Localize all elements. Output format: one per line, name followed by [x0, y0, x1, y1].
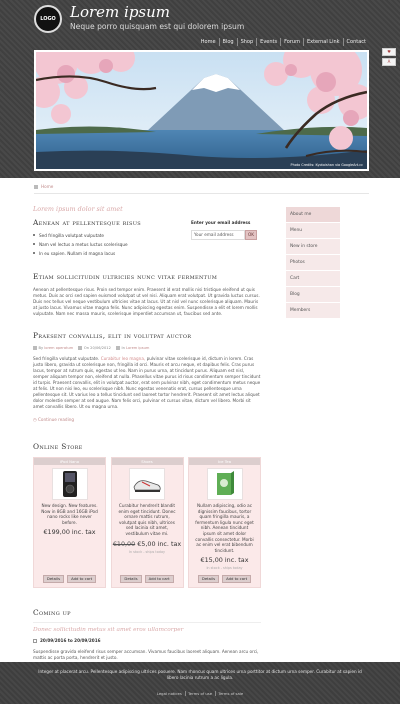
folder-icon [116, 346, 120, 350]
main-content [33, 205, 261, 661]
nav-external-link[interactable]: External Link [303, 38, 343, 46]
product-image-ipod[interactable] [52, 468, 88, 500]
footer-link-terms-of-sale[interactable]: Terms of sale [215, 691, 245, 696]
post-date: On 20/06/2012 [83, 346, 111, 350]
photo-credit: Photo Credits: Kyotoishan via GoogleArt.cc [290, 163, 363, 167]
nav-contact[interactable]: Contact [343, 38, 369, 46]
store-title: Online Store [33, 442, 83, 451]
footer-link-terms-of-use[interactable]: Terms of use [185, 691, 214, 696]
email-submit-button[interactable]: OK [245, 230, 257, 240]
post-title[interactable]: Praesent convallis, elit in volutpat auctor [33, 331, 192, 340]
product-sale-price: €5,00 inc. tax [137, 539, 182, 548]
continue-reading-label: Continue reading [38, 417, 75, 422]
nav-blog[interactable]: Blog [219, 38, 237, 46]
translate-icon[interactable]: A [382, 58, 396, 66]
product-price: €15,00 inc. tax [200, 556, 249, 565]
page-title: Lorem ipsum dolor sit amet [33, 205, 123, 213]
site-header [0, 0, 400, 178]
product-card [111, 457, 184, 588]
post-meta [33, 346, 261, 350]
top-navigation [198, 38, 369, 46]
nav-forum[interactable]: Forum [280, 38, 303, 46]
post-text [33, 356, 261, 410]
details-button[interactable]: Details [120, 575, 141, 583]
product-category: Shoes [112, 458, 183, 465]
nav-home[interactable]: Home [200, 39, 216, 45]
coming-up-title: Coming up [33, 608, 71, 617]
breadcrumb [34, 184, 369, 194]
article-text: Aenean at pellentesque risus. Proin sed tempor enim. Praesent id erat mollis nisi tristique eleifend ut quis metus. Duis ac orci sed sapien euismod volutpat ut vel nisi. Aliquam erat volutpat. Ut gravida luctus cursus. Duis nec tellus vel neque vestibulum ultricies vitae at lacus. Ut at nisl vel nunc scelerisque aliquam. Mauris at justo lacus. Vivamus vitae magna felis. Nunc adipiscing egestas enim. Suspendisse a elit et lorem mollis vulputate. Nam nec massa mauris, scelerisque imperdiet accumsan ut, faucibus sed ante. [33, 287, 260, 316]
product-description: Nullam adipiscing, odio ac dignissim faucibus, tortor quam fringilla mauris, a fermentum ligula nunc eget nibh. Aenean tincidunt ipsum sit amet dolor convallis consectetur. Morbi ac enim vel erat bibendum tincidunt. [195, 503, 254, 553]
site-logo[interactable] [34, 5, 62, 33]
site-title[interactable]: Lorem ipsum [70, 3, 171, 21]
sidebar-item-photos[interactable]: Photos [286, 255, 340, 271]
list-item: Nam vel lectus a metus luctus scelerisque [33, 242, 141, 247]
nav-shop[interactable]: Shop [237, 38, 257, 46]
stock-note: In stock - ships today [206, 566, 243, 571]
meta-by: By [38, 346, 44, 350]
intro-row [33, 218, 261, 260]
header-banner-image [34, 50, 369, 171]
product-old-price: €10,00 [112, 539, 136, 548]
product-category: Ice Tea [189, 458, 260, 465]
sidebar-item-members[interactable]: Members [286, 303, 340, 319]
post-text-a: Sed fringilla volutpat vulputate. [33, 356, 100, 361]
add-to-cart-button[interactable]: Add to cart [145, 575, 174, 583]
bullet-list [33, 233, 141, 256]
product-price [112, 540, 183, 548]
product-description: New design. New features. Now in 8GB and 16GB iPod nano rocks like never before. [41, 503, 98, 525]
section-title: Aenean at pellentesque risus [33, 218, 141, 227]
post-author-link[interactable]: lorem operatum [44, 346, 74, 350]
event-description: Suspendisse gravida eleifend risus semper accumsan. Vivamus faucibus laoreet aliquam. Aenean arcu orci, mattis ac porta porta, hendrerit et justo. [33, 649, 259, 660]
footer-links [0, 691, 400, 696]
event-date-text: 20/09/2016 to 20/09/2016 [40, 638, 101, 643]
newsletter-form [191, 220, 261, 260]
sidebar-menu [286, 207, 340, 319]
author-icon [33, 346, 37, 350]
add-to-cart-button[interactable]: Add to cart [222, 575, 251, 583]
product-image-shoe[interactable] [129, 468, 165, 500]
share-icon[interactable]: ♥ [382, 48, 396, 56]
post-category-link[interactable]: Lorem ipsum [126, 346, 150, 350]
footer-text: Integer at placerat arcu. Pellentesque adipiscing ultrices posuere. Nam rhoncus quam ultrices urna porttitor at dictum urna semper. Curabitur at sapien id libero lacinia rutrum a ac ligula. [38, 669, 362, 680]
product-price: €199,00 inc. tax [43, 528, 96, 537]
event-date [33, 638, 261, 643]
site-tagline: Neque porro quisquam est qui dolorem ipsum [70, 22, 245, 31]
intro-section [33, 218, 141, 260]
product-category: iPod Nano [34, 458, 105, 465]
sidebar-item-about-me[interactable]: About me [286, 207, 340, 223]
sidebar-item-menu[interactable]: Menu [286, 223, 340, 239]
add-to-cart-button[interactable]: Add to cart [67, 575, 96, 583]
details-button[interactable]: Details [198, 575, 219, 583]
post-inline-link[interactable]: Curabitur leo magna, [100, 356, 146, 361]
list-item: Sed fringilla volutpat vulputate [33, 233, 141, 238]
continue-reading-link[interactable]: ◷ Continue reading [33, 417, 75, 422]
side-tools [382, 48, 396, 68]
upcoming-event [33, 622, 261, 661]
event-title[interactable]: Donec sollicitudin metus sit amet eros ullamcorper [33, 627, 184, 633]
sidebar-item-new-in-store[interactable]: New in store [286, 239, 340, 255]
calendar-icon [78, 346, 82, 350]
section-title: Etiam sollicitudin ultricies nunc vitae fermentum [33, 272, 218, 281]
nav-events[interactable]: Events [256, 38, 280, 46]
calendar-icon [33, 639, 37, 643]
logo-text: LOGO [40, 16, 56, 22]
article-section [33, 272, 261, 317]
post-text-b: pulvinar vitae scelerisque id, dictum in lorem. Cras justo libero, gravida ut scelerisque non, fringilla id orci. Mauris et arcu neque, et dapibus felis. Cras purus lacus, tempor at rutrum quis, egestas ut leo. Nam in purus urna, at tincidunt purus. Aliquam est nisl, semper aliquam tempor non, eleifend at nulla. Phasellus vitae purus id risus condimentum semper tincidunt id turpis. Praesent convallis, elit in volutpat auctor, erat sem pulvinar nibh, eget condimentum metus neque at felis. Ut non nisi leo, eu scelerisque nibh. Nunc egestas venenatis erat, cursus pellentesque urna pellentesque sit. Ut varius leo a tellus tincidunt sed laoreet tortor hendrerit. Praesent sit amet lectus aliquet dolor molestie semper at sed augue. Nam felis orci, pulvinar et cursus vitae, dictum vel libero. Morbi sit amet convallis libero. Ut eu magna urna. [33, 356, 261, 409]
home-icon [34, 185, 38, 189]
product-grid [33, 457, 261, 588]
email-label: Enter your email address [191, 220, 251, 225]
sidebar-item-blog[interactable]: Blog [286, 287, 340, 303]
product-image-ice-tea-box[interactable] [207, 468, 243, 500]
stock-note: In stock - ships today [128, 549, 166, 554]
blog-post [33, 331, 261, 422]
meta-in: In [121, 346, 125, 350]
mount-fuji-cherry-blossom-photo [36, 52, 367, 169]
email-field[interactable]: Your email address [191, 230, 245, 240]
breadcrumb-home[interactable]: Home [41, 184, 54, 189]
product-description: Curabitur hendrerit blandit enim eget tincidunt. Donec ornare mattis rutrum, volutpat quis nibh, ultrices sed lacinia sit amet, vestibulum vitae mi. [118, 503, 176, 536]
site-footer [0, 662, 400, 704]
sidebar-item-cart[interactable]: Cart [286, 271, 340, 287]
product-card [188, 457, 261, 588]
product-card [33, 457, 106, 588]
list-item: In eu sapien. Nullam id magna lacus [33, 251, 141, 256]
details-button[interactable]: Details [43, 575, 64, 583]
footer-link-legal[interactable]: Legal notices [156, 691, 182, 696]
